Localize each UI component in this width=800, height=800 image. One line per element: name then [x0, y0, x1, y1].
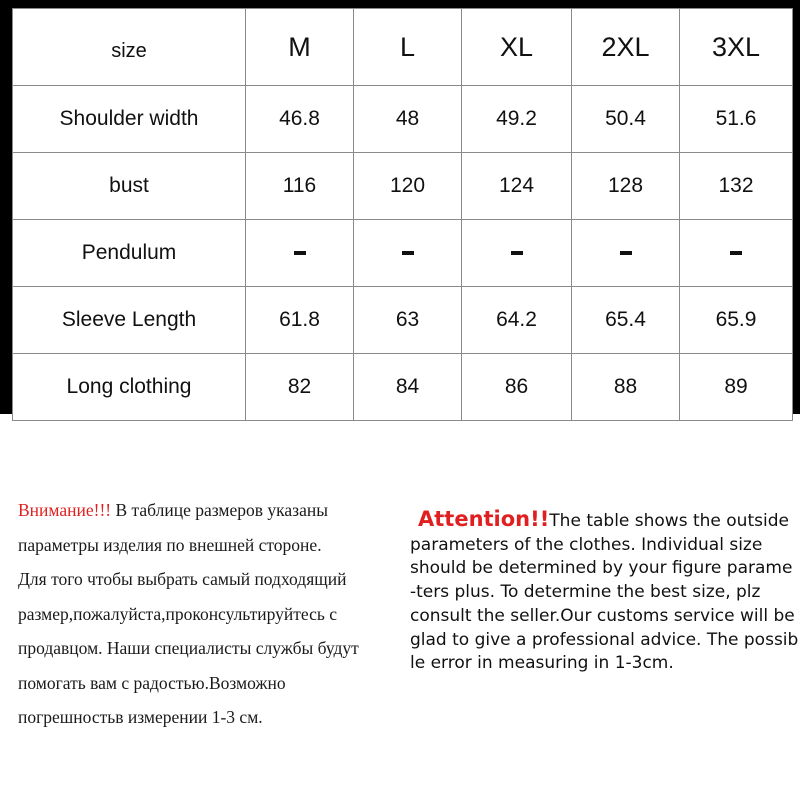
table-cell: 116 [246, 153, 354, 220]
dash-mark [294, 251, 306, 255]
size-header-m: M [246, 9, 354, 86]
table-cell: 65.4 [572, 287, 680, 354]
table-row-sleeve-length [13, 287, 793, 354]
table-cell: 82 [246, 354, 354, 421]
table-row-bust [13, 153, 793, 220]
dash-mark [511, 251, 523, 255]
table-cell: 120 [354, 153, 462, 220]
dash-mark [730, 251, 742, 255]
dash-mark [402, 251, 414, 255]
table-cell [680, 220, 793, 287]
size-header-2xl: 2XL [572, 9, 680, 86]
russian-warning: Внимание!!! [18, 500, 112, 520]
table-row-shoulder-width [13, 86, 793, 153]
size-header-row [13, 9, 793, 86]
table-cell [572, 220, 680, 287]
size-header-l: L [354, 9, 462, 86]
size-header-3xl: 3XL [680, 9, 793, 86]
row-label: Shoulder width [13, 86, 246, 153]
table-cell: 132 [680, 153, 793, 220]
table-row-long-clothing [13, 354, 793, 421]
russian-note-line-1 [18, 493, 406, 528]
russian-note [18, 493, 406, 735]
table-cell: 51.6 [680, 86, 793, 153]
table-cell: 86 [462, 354, 572, 421]
russian-note-text: В таблице размеров указаны [111, 500, 328, 520]
size-header-label: size [13, 9, 246, 86]
table-cell: 48 [354, 86, 462, 153]
table-cell [462, 220, 572, 287]
table-cell: 124 [462, 153, 572, 220]
table-cell: 89 [680, 354, 793, 421]
english-note-line-2: parameters of the clothes. Individual size [410, 534, 763, 555]
table-cell: 128 [572, 153, 680, 220]
table-cell [354, 220, 462, 287]
russian-note-line-6: помогать вам с радостью.Возможно [18, 672, 286, 693]
english-warning: Attention!! [418, 508, 550, 531]
row-label: Sleeve Length [13, 287, 246, 354]
russian-note-line-7: погрешностьв измерении 1-3 см. [18, 707, 263, 727]
row-label: Pendulum [13, 220, 246, 287]
russian-note-line-5: продавцом. Наши специалисты службы будут [18, 638, 359, 658]
english-note-line-1 [410, 508, 800, 534]
table-row-pendulum [13, 220, 793, 287]
table-cell [246, 220, 354, 287]
row-label: Long clothing [13, 354, 246, 421]
russian-note-line-3: Для того чтобы выбрать самый подходящий [18, 569, 347, 589]
table-cell: 63 [354, 287, 462, 354]
table-cell: 64.2 [462, 287, 572, 354]
russian-note-line-2: параметры изделия по внешней стороне. [18, 534, 322, 555]
table-cell: 50.4 [572, 86, 680, 153]
english-note-line-4: -ters plus. To determine the best size, plz [410, 582, 761, 603]
size-header-xl: XL [462, 9, 572, 86]
table-cell: 84 [354, 354, 462, 421]
table-cell: 49.2 [462, 86, 572, 153]
english-note-line-5: consult the seller.Our customs service will be [410, 605, 795, 626]
english-note-text: The table shows the outside [549, 511, 789, 531]
table-cell: 61.8 [246, 287, 354, 354]
table-cell: 46.8 [246, 86, 354, 153]
row-label: bust [13, 153, 246, 220]
english-note-line-6: glad to give a professional advice. The possib [410, 629, 799, 650]
table-cell: 88 [572, 354, 680, 421]
dash-mark [620, 251, 632, 255]
table-cell: 65.9 [680, 287, 793, 354]
size-table [12, 8, 793, 421]
english-note-line-3: should be determined by your figure parame [410, 558, 793, 579]
english-note [410, 508, 800, 676]
english-note-line-7: le error in measuring in 1-3cm. [410, 653, 674, 674]
russian-note-line-4: размер,пожалуйста,проконсультируйтесь с [18, 603, 338, 624]
